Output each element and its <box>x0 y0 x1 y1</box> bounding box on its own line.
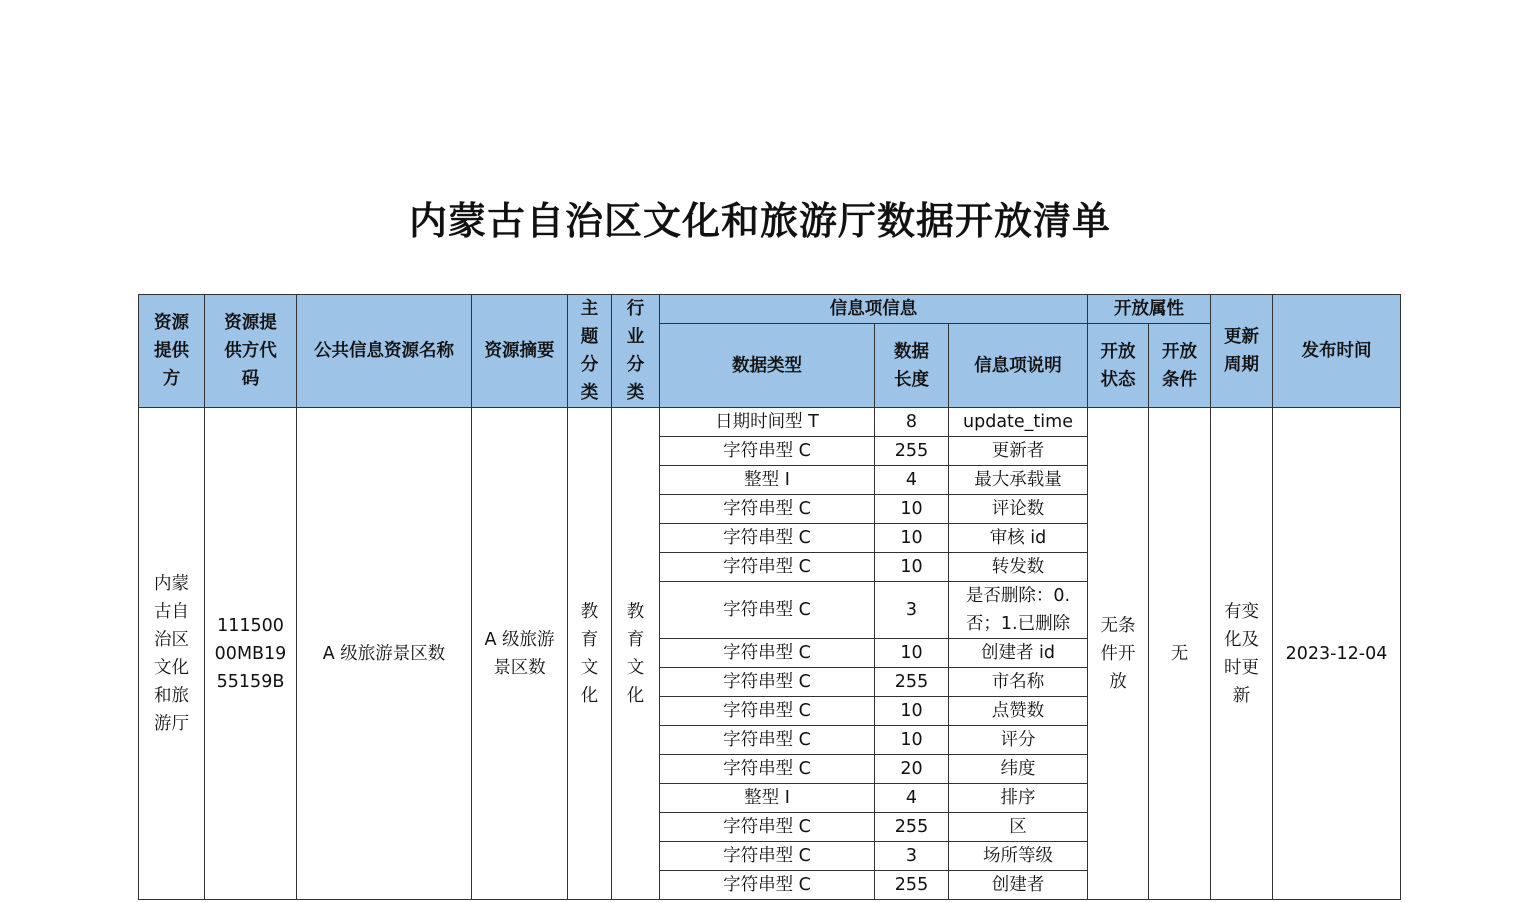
cell-data-length: 8 <box>875 408 949 437</box>
cell-info-desc: 区 <box>949 813 1088 842</box>
header-theme: 主题分类 <box>568 295 612 408</box>
cell-theme: 教育文化 <box>568 408 612 900</box>
cell-info-desc: 点赞数 <box>949 697 1088 726</box>
cell-info-desc: 审核 id <box>949 524 1088 553</box>
cell-data-length: 10 <box>875 524 949 553</box>
cell-data-type: 字符串型 C <box>660 813 875 842</box>
cell-info-desc: 评分 <box>949 726 1088 755</box>
header-data-type: 数据类型 <box>660 324 875 408</box>
cell-data-type: 字符串型 C <box>660 755 875 784</box>
cell-info-desc: 是否删除：0.否；1.已删除 <box>949 582 1088 639</box>
header-resource-name: 公共信息资源名称 <box>297 295 472 408</box>
cell-data-length: 10 <box>875 726 949 755</box>
page-title: 内蒙古自治区文化和旅游厅数据开放清单 <box>408 199 1111 243</box>
cell-data-length: 4 <box>875 466 949 495</box>
cell-data-length: 20 <box>875 755 949 784</box>
cell-data-type: 字符串型 C <box>660 639 875 668</box>
header-provider-code: 资源提供方代码 <box>205 295 297 408</box>
cell-data-length: 10 <box>875 553 949 582</box>
cell-data-type: 字符串型 C <box>660 437 875 466</box>
cell-info-desc: 创建者 <box>949 871 1088 900</box>
cell-info-desc: 最大承载量 <box>949 466 1088 495</box>
cell-resource-name: A 级旅游景区数 <box>297 408 472 900</box>
header-info-group: 信息项信息 <box>660 295 1088 324</box>
cell-data-type: 字符串型 C <box>660 668 875 697</box>
cell-data-type: 字符串型 C <box>660 524 875 553</box>
cell-data-type: 字符串型 C <box>660 871 875 900</box>
cell-data-length: 3 <box>875 842 949 871</box>
cell-summary: A 级旅游景区数 <box>472 408 568 900</box>
header-provider: 资源提供方 <box>139 295 205 408</box>
header-publish-time: 发布时间 <box>1273 295 1401 408</box>
header-update-cycle: 更新周期 <box>1211 295 1273 408</box>
cell-data-type: 整型 I <box>660 784 875 813</box>
cell-open-status: 无条件开放 <box>1088 408 1149 900</box>
cell-data-length: 255 <box>875 668 949 697</box>
header-data-length: 数据长度 <box>875 324 949 408</box>
cell-info-desc: 更新者 <box>949 437 1088 466</box>
cell-info-desc: 场所等级 <box>949 842 1088 871</box>
table-row <box>139 408 1401 437</box>
cell-info-desc: 创建者 id <box>949 639 1088 668</box>
cell-provider: 内蒙古自治区文化和旅游厅 <box>139 408 205 900</box>
cell-data-length: 10 <box>875 495 949 524</box>
cell-info-desc: 纬度 <box>949 755 1088 784</box>
cell-info-desc: 评论数 <box>949 495 1088 524</box>
cell-data-length: 4 <box>875 784 949 813</box>
header-industry: 行业分类 <box>612 295 660 408</box>
cell-publish-time: 2023-12-04 <box>1273 408 1401 900</box>
cell-info-desc: 排序 <box>949 784 1088 813</box>
cell-info-desc: 转发数 <box>949 553 1088 582</box>
cell-data-length: 255 <box>875 437 949 466</box>
cell-data-type: 字符串型 C <box>660 842 875 871</box>
cell-data-length: 255 <box>875 813 949 842</box>
data-open-list-table <box>138 294 1401 900</box>
cell-open-condition: 无 <box>1149 408 1211 900</box>
cell-info-desc: 市名称 <box>949 668 1088 697</box>
header-info-desc: 信息项说明 <box>949 324 1088 408</box>
cell-data-type: 整型 I <box>660 466 875 495</box>
cell-info-desc: update_time <box>949 408 1088 437</box>
cell-provider-code: 11150000MB1955159B <box>205 408 297 900</box>
cell-data-length: 10 <box>875 639 949 668</box>
header-open-condition: 开放条件 <box>1149 324 1211 408</box>
header-summary: 资源摘要 <box>472 295 568 408</box>
cell-data-type: 字符串型 C <box>660 495 875 524</box>
header-open-status: 开放状态 <box>1088 324 1149 408</box>
cell-data-type: 字符串型 C <box>660 726 875 755</box>
cell-data-length: 255 <box>875 871 949 900</box>
cell-industry: 教育文化 <box>612 408 660 900</box>
cell-data-type: 日期时间型 T <box>660 408 875 437</box>
header-open-group: 开放属性 <box>1088 295 1211 324</box>
cell-data-type: 字符串型 C <box>660 697 875 726</box>
cell-data-type: 字符串型 C <box>660 553 875 582</box>
cell-data-length: 3 <box>875 582 949 639</box>
cell-data-type: 字符串型 C <box>660 582 875 639</box>
cell-data-length: 10 <box>875 697 949 726</box>
cell-update-cycle: 有变化及时更新 <box>1211 408 1273 900</box>
